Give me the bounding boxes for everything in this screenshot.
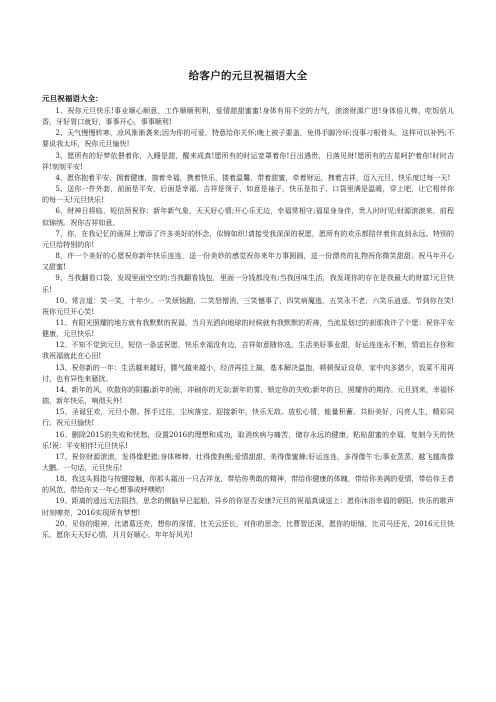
greeting-entry-4: 4、愿你抱着平安，拥着健康，揣着幸福，携着快乐，搂着温馨，带着甜蜜，牵着财运，拽着吉祥，迈入元旦，快乐度过每一天! bbox=[55, 172, 451, 182]
greeting-entry-7: 7、你，在我记忆的画屏上增添了许多美好的怀念，似锦如织!请接受我深深的祝愿，愿所有的欢乐都陪伴着你直到永远。特别的元旦给特别的你! bbox=[42, 228, 454, 249]
greeting-entry-16: 16、删除2015的失败和忧愁，设置2016的理想和成功，取消疾病与痛苦，储存永远的健康，粘贴甜蜜的幸福，复制今天的快乐!祝：平安相伴!元旦快乐! bbox=[42, 429, 454, 450]
greeting-entry-1: 1、祝你元旦快乐!事业顺心顺意，工作顺顺利利，爱情甜甜蜜蜜!身体有用不完的力气，滚滚财源广进!身体倍儿棒，吃饭倍儿香，牙好胃口就好，事事开心，事事顺利! bbox=[42, 106, 454, 127]
greeting-entry-12: 12、不知不觉到元旦，短信一条送祝愿，快乐幸福没有边，吉祥如意随你选，生活美好事业甜，好运连连永不断，情谊长存你和我祝福就此在心田! bbox=[42, 340, 454, 361]
greeting-entry-3: 3、愿所有的好梦依偎着你，入睡是甜，醒来成真!愿所有的时运宽罩着你!日出遇贵，日落见财!愿所有的吉星呵护着你!时时吉祥!刻刻平安! bbox=[42, 150, 454, 171]
document-title: 给客户的元旦祝福语大全 bbox=[188, 70, 308, 82]
greeting-entry-17: 17、祝你财源滚滚，发得像肥猪;身体棒棒，壮得像狗熊;爱情甜甜，美得像蜜蜂;好运连连，多得像牛毛;事业蒸蒸，越飞越高像大鹏。一句话，元旦快乐! bbox=[42, 451, 454, 472]
greeting-entry-10: 10、常言道：笑一笑，十年少。一笑烦恼跑，二笑怒憎消，三笑憾事了，四笑病魔逃，五笑永不老，六笑乐逍遥。节到你在笑!祝你元旦开心笑! bbox=[42, 295, 454, 316]
greeting-entry-18: 18、我这头拇指与按键接触，你那头霜出一只吉祥龙，带给你勇敢的精神，带给你健康的体魄，带给你美满的爱情，带给你王者的风范，带给你又一年心想事成呼嘿哟! bbox=[42, 474, 454, 495]
greeting-entry-15: 15、圣诞狂欢，元旦小憩。挥手过往，尘埃落定。迎接新年，快乐无敌。放松心情，能量积蓄。共盼美好，闪亮人生，精彩同行。祝元旦愉快! bbox=[42, 407, 454, 428]
greeting-entry-20: 20、见你的眼神，比诸葛还亮，想你的深情，比关云还长，对你的思念，比曹智还深，愿你的烦恼，比司马还光，2016元旦快乐，愿你天天好心情，月月好顺心，年年好风光! bbox=[42, 518, 454, 539]
greeting-entry-5: 5、送你一件外套，前面是平安，后面是幸福，吉祥是领子，如意是袖子，快乐是扣子，口袋里满是温暖，穿上吧，让它相伴你的每一天!元旦快乐! bbox=[42, 184, 454, 205]
greeting-entry-2: 2、天气慢慢转寒，凉风渐渐袭来;因为你的可爱，特意给你关怀;晚上被子要盖，免得手脚冷坏;没事刁根骨头，这样可以补钙;不要说我太坏，祝你元旦愉快! bbox=[42, 128, 454, 149]
section-heading: 元旦祝福语大全： bbox=[42, 94, 103, 103]
greeting-entry-11: 11、有阳光照耀的地方就有我默默的祝福，当月光洒向地球的时候就有我默默的祈祷，当流星划过的刹那我许了个愿：祝你平安健康，元旦快乐! bbox=[42, 317, 454, 339]
greeting-entry-14: 14、新年的风，吹散你的阴霾;新年的雨，冲刷你的无奈;新年的雾，锁定你的失败;新年的日，照耀你的期待。元旦到来，幸福怀揣，新年快乐，响彻天外! bbox=[42, 384, 454, 406]
greeting-entry-6: 6、财神日将临，短信预祝你：新年新气象，天天好心情;开心乐无边，幸福常相守;福星身身伴，贵人时时见;财源滚滚来，前程似锦绣。祝你吉祥如意。 bbox=[42, 206, 454, 227]
greeting-entry-13: 13、祝你新的一年：生活越来越好，腰气越来越小，经济再往上搞，基本解决温饱，顿顿保证设草，家中肉多猪少，饭菜不用再讨，也有异性来骚扰。 bbox=[42, 362, 454, 383]
greeting-entry-19: 19、距离的遥远无法阻挡，思念的侧脑早已起舶，异乡的你是否安康?元旦的祝福真诚送上：愿你沐浴幸福的朝阳，快乐的歌声时刻嘹亮，2016实现所有梦想! bbox=[42, 496, 454, 517]
greeting-entry-8: 8、许一个美好的心愿祝你新年快乐连连，送一份美妙的感觉祝你来年万事圆圆，送一份漂亮的礼物祝你微笑甜甜。祝马年开心又甜蜜! bbox=[42, 251, 454, 272]
greeting-list bbox=[42, 105, 454, 540]
greeting-entry-9: 9、当我翻看口袋，发现里面空空的;当我翻看钱包，里面一分钱都没有;当我回味生活，我发现你的存在是我最大的财富!元旦快乐! bbox=[42, 273, 454, 294]
